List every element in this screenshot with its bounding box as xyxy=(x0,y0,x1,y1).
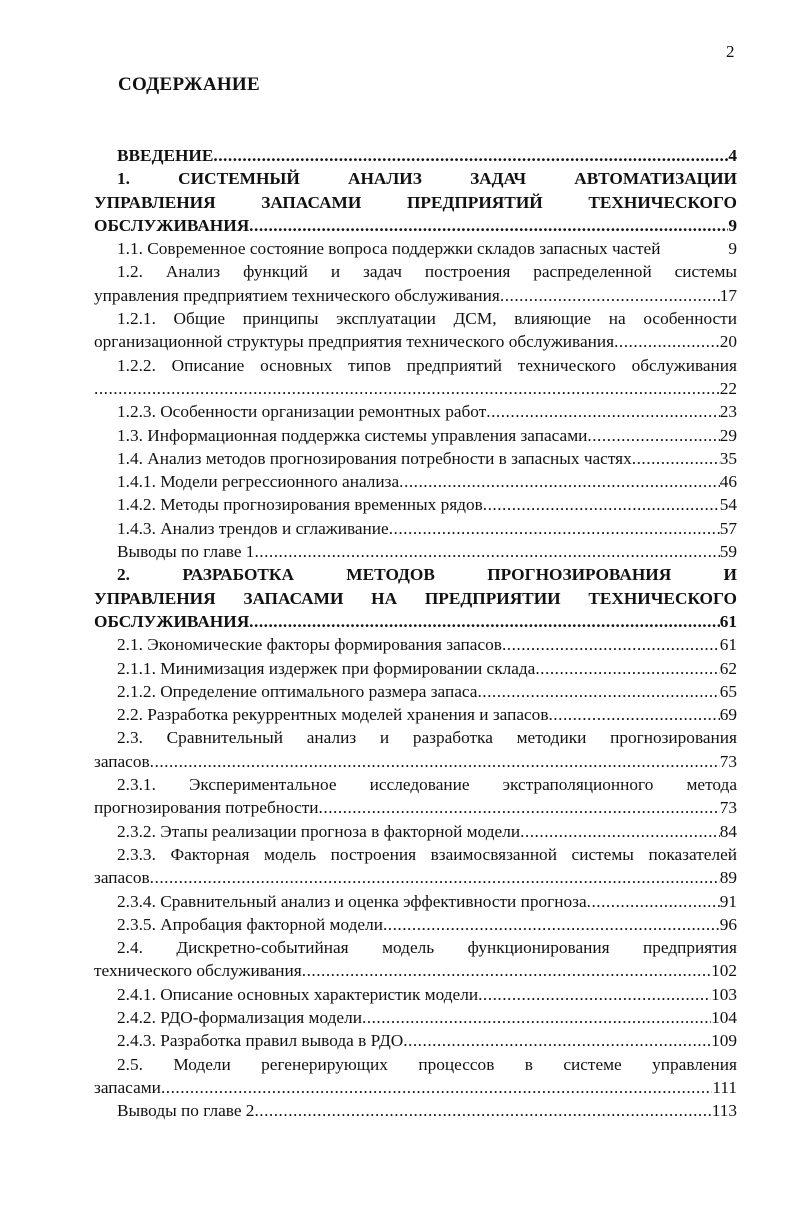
dot-leader xyxy=(486,400,719,423)
toc-entry[interactable] xyxy=(94,1099,737,1122)
toc-entry[interactable] xyxy=(94,517,737,540)
toc-entry-title-line: организационной структуры предприятия технического обслуживания xyxy=(94,332,615,352)
table-of-contents xyxy=(94,144,737,1122)
dot-leader xyxy=(94,377,720,400)
toc-entry-title-line: 2.1.2. Определение оптимального размера запаса xyxy=(117,681,478,701)
toc-entry-title-line: 1.2.2. Описание основных типов предприятий технического обслуживания xyxy=(117,355,737,375)
toc-page-number: 61 xyxy=(719,635,737,655)
dot-leader xyxy=(520,820,720,843)
dot-leader xyxy=(161,1076,712,1099)
toc-entry[interactable] xyxy=(94,354,737,401)
dot-leader xyxy=(500,284,720,307)
toc-page-number: 20 xyxy=(719,332,737,352)
toc-page-number: 46 xyxy=(719,472,737,492)
toc-entry-title-line: управления предприятием технического обслуживания xyxy=(94,285,500,305)
toc-entry[interactable] xyxy=(94,936,737,983)
toc-page-number: 22 xyxy=(719,378,737,398)
toc-page-number: 104 xyxy=(711,1007,737,1027)
dot-leader xyxy=(614,330,720,353)
toc-page-number: 17 xyxy=(719,285,737,305)
dot-leader xyxy=(483,493,720,516)
page-title: СОДЕРЖАНИЕ xyxy=(118,74,260,95)
dot-leader xyxy=(478,983,711,1006)
toc-entry-title-line: запасами xyxy=(94,1077,161,1097)
dot-leader xyxy=(548,703,719,726)
dot-leader xyxy=(150,750,720,773)
toc-entry[interactable] xyxy=(94,773,737,820)
toc-page-number: 91 xyxy=(719,891,737,911)
toc-page-number: 4 xyxy=(728,146,737,165)
toc-entry-title-line: Выводы по главе 1 xyxy=(117,542,255,562)
toc-entry[interactable] xyxy=(94,470,737,493)
toc-entry[interactable] xyxy=(94,237,737,260)
dot-leader xyxy=(399,470,720,493)
toc-entry-title-line: запасов xyxy=(94,868,150,888)
toc-page-number: 57 xyxy=(719,518,737,538)
toc-entry-title-line: 2.4.3. Разработка правил вывода в РДО xyxy=(117,1031,404,1051)
toc-page-number: 61 xyxy=(719,611,737,631)
toc-page-number: 9 xyxy=(728,215,737,235)
toc-entry-title-line: запасов xyxy=(94,751,150,771)
dot-leader xyxy=(502,633,720,656)
dot-leader xyxy=(249,214,728,237)
dot-leader xyxy=(389,517,720,540)
toc-entry[interactable] xyxy=(94,260,737,307)
toc-page-number: 35 xyxy=(719,448,737,468)
dot-leader xyxy=(587,890,720,913)
toc-entry[interactable] xyxy=(94,307,737,354)
toc-entry[interactable] xyxy=(94,1006,737,1029)
toc-page-number: 29 xyxy=(719,425,737,445)
toc-page-number: 109 xyxy=(711,1031,737,1051)
toc-entry-title-line: 2.3. Сравнительный анализ и разработка методики прогнозирования xyxy=(117,728,737,748)
toc-page-number: 9 xyxy=(728,239,737,259)
dot-leader xyxy=(302,959,711,982)
toc-entry[interactable] xyxy=(94,820,737,843)
toc-entry-title-line: 1.2.1. Общие принципы эксплуатации ДСМ, влияющие на особенности xyxy=(117,309,737,329)
toc-page-number: 103 xyxy=(711,984,737,1004)
toc-entry[interactable] xyxy=(94,1053,737,1100)
page-number: 2 xyxy=(726,42,735,61)
toc-entry-title-line: 2.3.1. Экспериментальное исследование экстраполяционного метода xyxy=(117,775,737,795)
toc-entry-title-line: технического обслуживания xyxy=(94,961,302,981)
toc-entry[interactable] xyxy=(94,726,737,773)
toc-entry[interactable] xyxy=(94,680,737,703)
toc-entry[interactable] xyxy=(94,400,737,423)
toc-entry[interactable] xyxy=(94,843,737,890)
toc-entry-title-line: 2.1. Экономические факторы формирования запасов xyxy=(117,635,502,655)
toc-entry-title-line: ОБСЛУЖИВАНИЯ xyxy=(94,215,250,235)
toc-page-number: 73 xyxy=(719,798,737,818)
toc-page-number: 62 xyxy=(719,658,737,678)
toc-entry[interactable] xyxy=(94,633,737,656)
toc-page-number: 96 xyxy=(719,914,737,934)
toc-entry[interactable] xyxy=(94,447,737,470)
dot-leader xyxy=(249,610,720,633)
toc-entry-title-line: 1.3. Информационная поддержка системы управления запасами xyxy=(117,425,588,445)
toc-entry-title-line: 1.2. Анализ функций и задач построения распределенной системы xyxy=(117,262,737,282)
toc-page-number: 113 xyxy=(711,1101,737,1121)
toc-page-number: 54 xyxy=(719,495,737,515)
toc-entry-title-line: 2. РАЗРАБОТКА МЕТОДОВ ПРОГНОЗИРОВАНИЯ И xyxy=(117,565,737,585)
dot-leader xyxy=(362,1006,711,1029)
toc-page-number: 69 xyxy=(719,705,737,725)
dot-leader xyxy=(535,657,719,680)
dot-leader xyxy=(254,540,719,563)
toc-entry-title-line: УПРАВЛЕНИЯ ЗАПАСАМИ НА ПРЕДПРИЯТИИ ТЕХНИЧЕСКОГО xyxy=(94,588,737,608)
toc-entry-title-line: 2.5. Модели регенерирующих процессов в системе управления xyxy=(117,1054,737,1074)
toc-entry-title-line: Выводы по главе 2 xyxy=(117,1101,255,1121)
dot-leader xyxy=(319,796,720,819)
toc-entry-title-line: 2.4.2. РДО-формализация модели xyxy=(117,1007,362,1027)
toc-entry[interactable] xyxy=(94,424,737,447)
toc-entry[interactable] xyxy=(94,540,737,563)
toc-entry-title-line: 2.2. Разработка рекуррентных моделей хранения и запасов xyxy=(117,705,549,725)
toc-entry[interactable] xyxy=(94,703,737,726)
toc-entry[interactable] xyxy=(94,167,737,237)
dot-leader xyxy=(213,144,728,167)
toc-entry[interactable] xyxy=(94,913,737,936)
dot-leader xyxy=(632,447,720,470)
toc-entry-title-line: 1.4.3. Анализ трендов и сглаживание xyxy=(117,518,389,538)
toc-entry-title-line: 2.3.4. Сравнительный анализ и оценка эффективности прогноза xyxy=(117,891,587,911)
toc-entry-title-line: 2.3.5. Апробация факторной модели xyxy=(117,914,383,934)
toc-entry-title-line: ОБСЛУЖИВАНИЯ xyxy=(94,611,250,631)
toc-page-number: 102 xyxy=(711,961,737,981)
toc-page-number: 84 xyxy=(719,821,737,841)
toc-entry-title-line: 1.2.3. Особенности организации ремонтных работ xyxy=(117,402,487,422)
toc-entry-title-line: ВВЕДЕНИЕ xyxy=(117,146,214,165)
toc-entry[interactable] xyxy=(94,1029,737,1052)
toc-page-number: 73 xyxy=(719,751,737,771)
toc-entry-title-line: 2.4.1. Описание основных характеристик модели xyxy=(117,984,479,1004)
toc-page-number: 65 xyxy=(719,681,737,701)
dot-leader xyxy=(383,913,720,936)
dot-leader xyxy=(403,1029,711,1052)
dot-leader xyxy=(477,680,719,703)
toc-entry[interactable] xyxy=(94,890,737,913)
toc-entry[interactable] xyxy=(94,563,737,633)
toc-entry-title-line: 1.4. Анализ методов прогнозирования потребности в запасных частях xyxy=(117,448,632,468)
toc-page-number: 59 xyxy=(719,542,737,562)
toc-entry-title-line: 1.4.1. Модели регрессионного анализа xyxy=(117,472,400,492)
toc-page-number: 89 xyxy=(719,868,737,888)
toc-page-number: 23 xyxy=(719,402,737,422)
dot-leader xyxy=(587,424,719,447)
toc-entry[interactable] xyxy=(94,144,737,167)
toc-entry-title-line: 2.1.1. Минимизация издержек при формировании склада xyxy=(117,658,536,678)
toc-entry[interactable] xyxy=(94,493,737,516)
toc-entry-title-line: 1. СИСТЕМНЫЙ АНАЛИЗ ЗАДАЧ АВТОМАТИЗАЦИИ xyxy=(117,169,737,189)
toc-page-number: 111 xyxy=(712,1077,737,1097)
toc-entry-title-line: 2.3.3. Факторная модель построения взаимосвязанной системы показателей xyxy=(117,844,737,864)
dot-leader xyxy=(254,1099,711,1122)
toc-entry-title-line: 1.1. Современное состояние вопроса поддержки складов запасных частей xyxy=(117,239,661,259)
toc-entry-title-line: УПРАВЛЕНИЯ ЗАПАСАМИ ПРЕДПРИЯТИЙ ТЕХНИЧЕСКОГО xyxy=(94,192,737,212)
toc-entry-title-line: 2.3.2. Этапы реализации прогноза в факторной модели xyxy=(117,821,521,841)
toc-entry[interactable] xyxy=(94,657,737,680)
dot-leader xyxy=(150,866,720,889)
toc-entry[interactable] xyxy=(94,983,737,1006)
toc-entry-title-line: 2.4. Дискретно-событийная модель функционирования предприятия xyxy=(117,938,737,958)
toc-entry-title-line: прогнозирования потребности xyxy=(94,798,319,818)
toc-entry-title-line: 1.4.2. Методы прогнозирования временных рядов xyxy=(117,495,483,515)
